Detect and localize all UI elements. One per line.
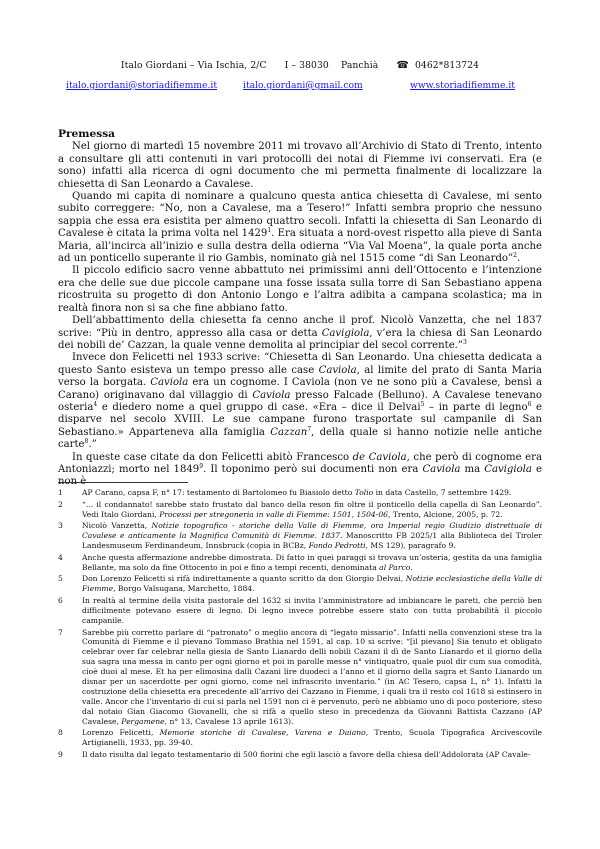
footnote: 4 Anche questa affermazione andrebbe dimostrata. Di fatto in quei paraggi si trovava un’osteria, gestita da una famiglia Bellante, ma solo da fine Ottocento in poi e fino a tempi recenti, denominata al Parco.: [58, 552, 542, 572]
footnote: 2 “... il condannato! sarebbe stato frustato dal banco della reson fin oltre il ponticello della capella di San Leonardo”. Vedi Italo Giordani, Processi per stregoneria in valle di Fiemme: 1501, 1504-06, Trento, Alcione, 2005, p. 72.: [58, 499, 542, 519]
section-title: Premessa: [58, 128, 116, 140]
paragraph: Quando mi capita di nominare a qualcuno questa antica chiesetta di Cavalese, mi sento subito correggere: “No, non a Cavalese, ma a Tesero!” Infatti sembra proprio che nessuno sappia che essa era esistita per almeno quattro secoli. Infatti la chiesetta di San Leonardo di Cavalese è citata la prima volta nel 1429$^1$. Era situata a nord-ovest rispetto alla pieve di Santa Maria, all’incirca all’inizio e sulla destra della odierna “Via Val Moena”, la quale porta anche ad un ponticello superante il rio Gambis, nominato già nel 1515 come “di San Leonardo”$^2$.: [58, 191, 542, 265]
footnote: 7 Sarebbe più corretto parlare di “patronato” o meglio ancora di “legato missario”. Infatti nella convenzioni stese tra la Comunità di Fiemme e il pievano Tommaso Brathia nel 1591, al cap. 10 si scrive: “[il pievano] Sia tenuto et obligato celebrar over far celebrar nella giesia de Santo Lianardo delli nobili Cazani il dì de Santo Lianardo et il giorno della sua sagra una messa in canto per ogni giorno et poi in parolle messe n° vintiquatro, quale puol dir cum sua comodità, cioè duoi al mese. Et ha per elimosina dalli Cazani lire duodeci a l’anno et il giorno della sagra et Santo Lianardo un disnar per un sacerdotte per ogni giorno, come nel infrascrito inventario.” (in AC Tesero, capsa L, n° 1). Infatti la costruzione della chiesetta era precedente all’arrivo dei Cazzano in Fiemme, i quali tra il resto col 1618 si estinsero in valle. Ancor che l’inventario di cui si parla nel 1591 non ci è pervenuto, però ne abbiamo uno di poco posteriore, steso dal notaio Gian Giacomo Giovanelli, che si rifà a quello steso in precedenza da Giovanni Battista Cazzano (AP Cavalese, Pergamene, n° 13, Cavalese 13 aprile 1613).: [58, 627, 542, 726]
footnotes: [58, 488, 542, 762]
street-address: Via Ischia, 2/C: [197, 60, 267, 71]
email-link-storiadifiemme[interactable]: italo.giordani@storiadifiemme.it: [66, 80, 218, 91]
phone-number: 0462*813724: [414, 60, 480, 71]
footnote: 1 AP Carano, capsa F, n° 17: testamento di Bartolomeo fu Biasiolo detto Tolio in data Castello, 7 settembre 1429.: [58, 488, 512, 497]
author-name: Italo Giordani: [120, 60, 187, 71]
paragraph: Nel giorno di martedì 15 novembre 2011 mi trovavo all’Archivio di Stato di Trento, intento a consultare gli atti contenuti in vari protocolli dei notai di Fiemme ivi conservati. Era (e sono) infatti alla ricerca di ogni documento che mi permetta finalmente di localizzare la chiesetta di San Leonardo a Cavalese.: [58, 141, 542, 190]
website-link[interactable]: www.storiadifiemme.it: [410, 80, 515, 91]
main-text: [58, 128, 542, 489]
town-name: Panchià: [340, 60, 379, 71]
footnote: 8 Lorenzo Felicetti, Memorie storiche di Cavalese, Varena e Daiano, Trento, Scuola Tipografica Arcivescovile Artigianelli, 1933, pp. 39-40.: [58, 728, 542, 748]
footnote-separator: [58, 482, 188, 483]
footnote: 3 Nicolò Vanzetta, Notizie topografico - storiche della Valle di Fiemme, ora Imperial regio Giudizio distrettuale di Cavalese e anticamente la Magnifica Comunità di Fiemme. 1837. Manoscritto FB 2025/1 alla Biblioteca del Tiroler Landesmuseum Ferdinandeum, Innsbruck (copia in BCBz, Fondo Pedrotti, MS 129), paragrafo 9.: [58, 521, 543, 551]
paragraph: Il piccolo edificio sacro venne abbattuto nei primissimi anni dell’Ottocento e l’intenzione era che delle sue due piccole campane una fosse issata sulla torre di San Sebastiano appena ricostruita su progetto di don Antonio Longo e l’altra adibita a campana scolastica; ma in realtà finora non si sa che fine abbiano fatto.: [58, 265, 542, 314]
letterhead: Italo Giordani – Via Ischia, 2/C I – 38030 Panchià ☎ 0462*813724: [120, 60, 480, 71]
paragraph: Invece don Felicetti nel 1933 scrive: “Chiesetta di San Leonardo. Una chiesetta dedicata a questo Santo esisteva un tempo presso alle case Caviola, al limite del prato di Santa Maria verso la borgata. Caviola era un cognome. I Caviola (non ve ne sono più a Cavalese, bensì a Carano) originavano dal villaggio di Caviola presso Falcade (Belluno). A Cavalese tenevano osteria$^4$ e diedero nome a quel gruppo di case. «Era – dice il Delvai$^5$ – in parte di legno$^6$ e disparve nel secolo XVIII. Le sue campane furono trasportate sul campanile di San Sebastiano.» Apparteneva alla famiglia Cazzan$^7$, della quale si hanno notizie nelle antiche carte$^8$.”: [58, 352, 543, 451]
contact-links: [0, 80, 600, 94]
phone-icon: ☎: [396, 60, 409, 71]
footnote: 6 In realtà al termine della visita pastorale del 1632 si invita l’amministratore ad imbiancare le pareti, che perciò ben difficilmente potevano essere di legno. Di legno invece potrebbe essere stato con tutta probabilità il piccolo campanile.: [58, 596, 542, 625]
paragraph: Dell’abbattimento della chiesetta fa cenno anche il prof. Nicolò Vanzetta, che nel 1837 scrive: “Più in dentro, appresso alla casa or detta Cavigiola, v’era la chiesa di San Leonardo dei nobili de’ Cazzan, la quale venne demolita al principiar del secol corrente.”$^3$: [58, 315, 543, 351]
footnote: 9 Il dato risulta dal legato testamentario di 500 fiorini che egli lasciò a favore della chiesa dell’Addolorata (AP Cavale-: [58, 750, 531, 760]
postal-code: I – 38030: [284, 60, 329, 71]
email-link-gmail[interactable]: italo.giordani@gmail.com: [243, 80, 363, 91]
footnote: 5 Don Lorenzo Felicetti si rifà indirettamente a quanto scritto da don Giorgio Delvai, Notizie ecclesiastiche della Valle di Fiemme, Borgo Valsugana, Marchetto, 1884.: [58, 574, 542, 594]
paragraph: In queste case citate da don Felicetti abitò Francesco de Caviola, che però di cognome era Antoniazzi; morto nel 1849$^9$. Il toponimo però sui documenti non era Caviola ma Cavigiola e non è: [58, 451, 542, 488]
